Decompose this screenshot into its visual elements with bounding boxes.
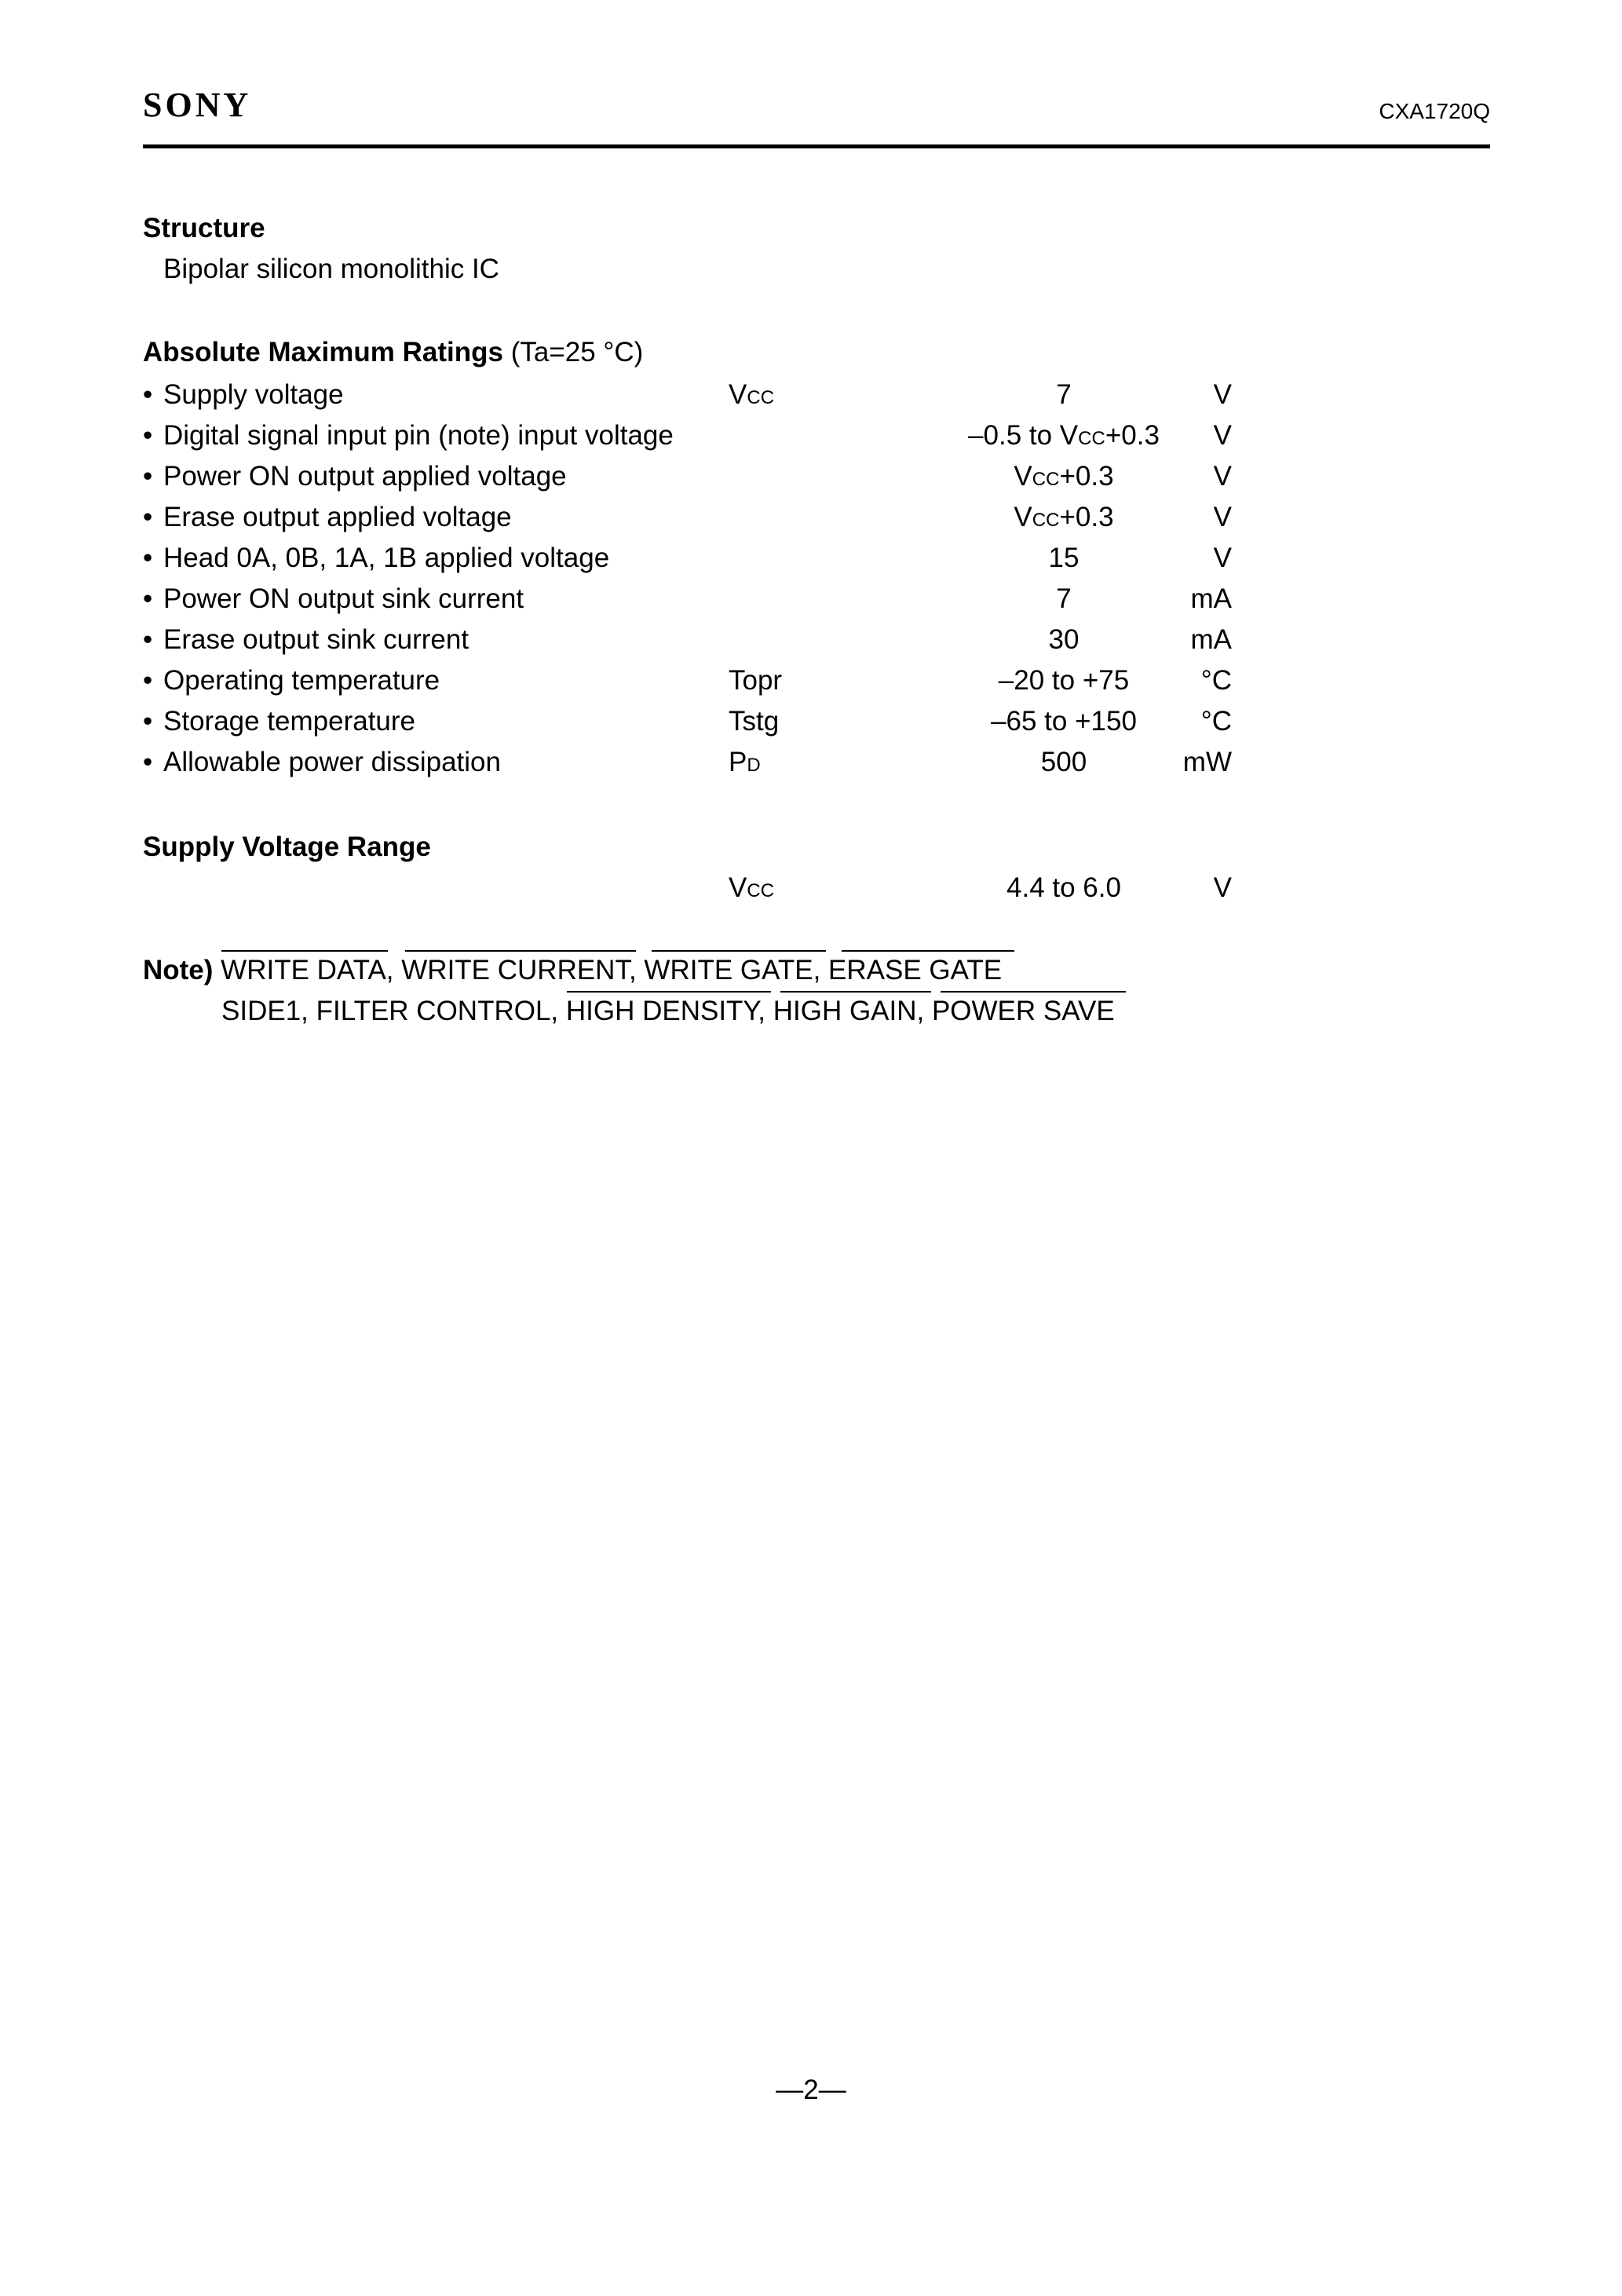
amr-row: [143, 583, 1232, 616]
param-value: 15: [1048, 543, 1080, 573]
amr-row: [143, 665, 1232, 698]
overbar-erase-gate: [842, 950, 1014, 952]
overbar-write-current: [405, 950, 636, 952]
sony-logo: SONY: [143, 86, 252, 124]
bullet: •: [143, 665, 153, 696]
param-value: VCC+0.3: [1014, 461, 1114, 492]
amr-row: [143, 543, 1232, 576]
param-name: Erase output applied voltage: [163, 502, 512, 532]
structure-heading: Structure: [143, 213, 265, 243]
overbar-high-gain: [780, 991, 931, 993]
amr-condition: (Ta=25 °C): [510, 337, 644, 367]
param-unit: °C: [1200, 665, 1232, 696]
svr-unit: V: [1213, 872, 1232, 903]
overbar-high-density: [567, 991, 771, 993]
part-number: CXA1720Q: [1379, 99, 1490, 123]
note-line-2: [221, 997, 1115, 1025]
amr-row: [143, 624, 1232, 657]
bullet: •: [143, 624, 153, 655]
param-unit: mA: [1190, 624, 1232, 655]
param-unit: mW: [1182, 747, 1232, 777]
bullet: •: [143, 420, 153, 451]
param-unit: V: [1213, 420, 1232, 451]
param-name: Erase output sink current: [163, 624, 469, 655]
param-unit: °C: [1200, 706, 1232, 737]
param-symbol: Topr: [729, 665, 783, 696]
param-unit: mA: [1190, 583, 1232, 614]
structure-text: Bipolar silicon monolithic IC: [163, 254, 499, 284]
amr-row: [143, 379, 1232, 412]
svr-value: 4.4 to 6.0: [1006, 872, 1121, 903]
amr-row: [143, 747, 1232, 780]
note-line-1: [143, 956, 1002, 984]
bullet: •: [143, 706, 153, 737]
overbar-write-data: [221, 950, 388, 952]
bullet: •: [143, 543, 153, 573]
param-name: Storage temperature: [163, 706, 416, 737]
param-unit: V: [1213, 502, 1232, 532]
param-name: Head 0A, 0B, 1A, 1B applied voltage: [163, 543, 610, 573]
amr-title: Absolute Maximum Ratings: [143, 337, 503, 367]
param-unit: V: [1213, 379, 1232, 410]
svr-row: [143, 872, 1232, 905]
param-value: –0.5 to VCC+0.3: [968, 420, 1160, 451]
param-value: –65 to +150: [991, 706, 1137, 737]
param-unit: V: [1213, 461, 1232, 492]
note-signals-1: WRITE DATA, WRITE CURRENT, WRITE GATE, ERASE GATE: [221, 955, 1003, 985]
param-value: VCC+0.3: [1014, 502, 1114, 532]
bullet: •: [143, 379, 153, 410]
note-signals-2: SIDE1, FILTER CONTROL, HIGH DENSITY, HIGH GAIN, POWER SAVE: [221, 996, 1115, 1026]
page-number: —2—: [776, 2075, 846, 2105]
overbar-write-gate: [652, 950, 826, 952]
bullet: •: [143, 461, 153, 492]
param-value: –20 to +75: [998, 665, 1130, 696]
param-unit: V: [1213, 543, 1232, 573]
amr-heading: [143, 338, 643, 366]
param-name: Operating temperature: [163, 665, 440, 696]
param-symbol: PD: [729, 747, 761, 777]
param-name: Digital signal input pin (note) input voltage: [163, 420, 674, 451]
svr-symbol: VCC: [729, 872, 775, 903]
amr-row: [143, 461, 1232, 494]
param-value: 500: [1040, 747, 1087, 777]
param-symbol: Tstg: [729, 706, 780, 737]
svr-heading: Supply Voltage Range: [143, 832, 431, 862]
param-name: Power ON output sink current: [163, 583, 524, 614]
header-rule: [143, 144, 1490, 148]
param-name: Allowable power dissipation: [163, 747, 501, 777]
note-label: Note): [143, 955, 214, 985]
bullet: •: [143, 502, 153, 532]
bullet: •: [143, 583, 153, 614]
param-value: 30: [1048, 624, 1080, 655]
param-value: 7: [1056, 379, 1072, 410]
bullet: •: [143, 747, 153, 777]
amr-row: [143, 502, 1232, 535]
overbar-power-save: [941, 991, 1126, 993]
param-symbol: VCC: [729, 379, 775, 410]
amr-row: [143, 706, 1232, 739]
param-name: Power ON output applied voltage: [163, 461, 567, 492]
amr-row: [143, 420, 1232, 453]
param-name: Supply voltage: [163, 379, 344, 410]
param-value: 7: [1056, 583, 1072, 614]
